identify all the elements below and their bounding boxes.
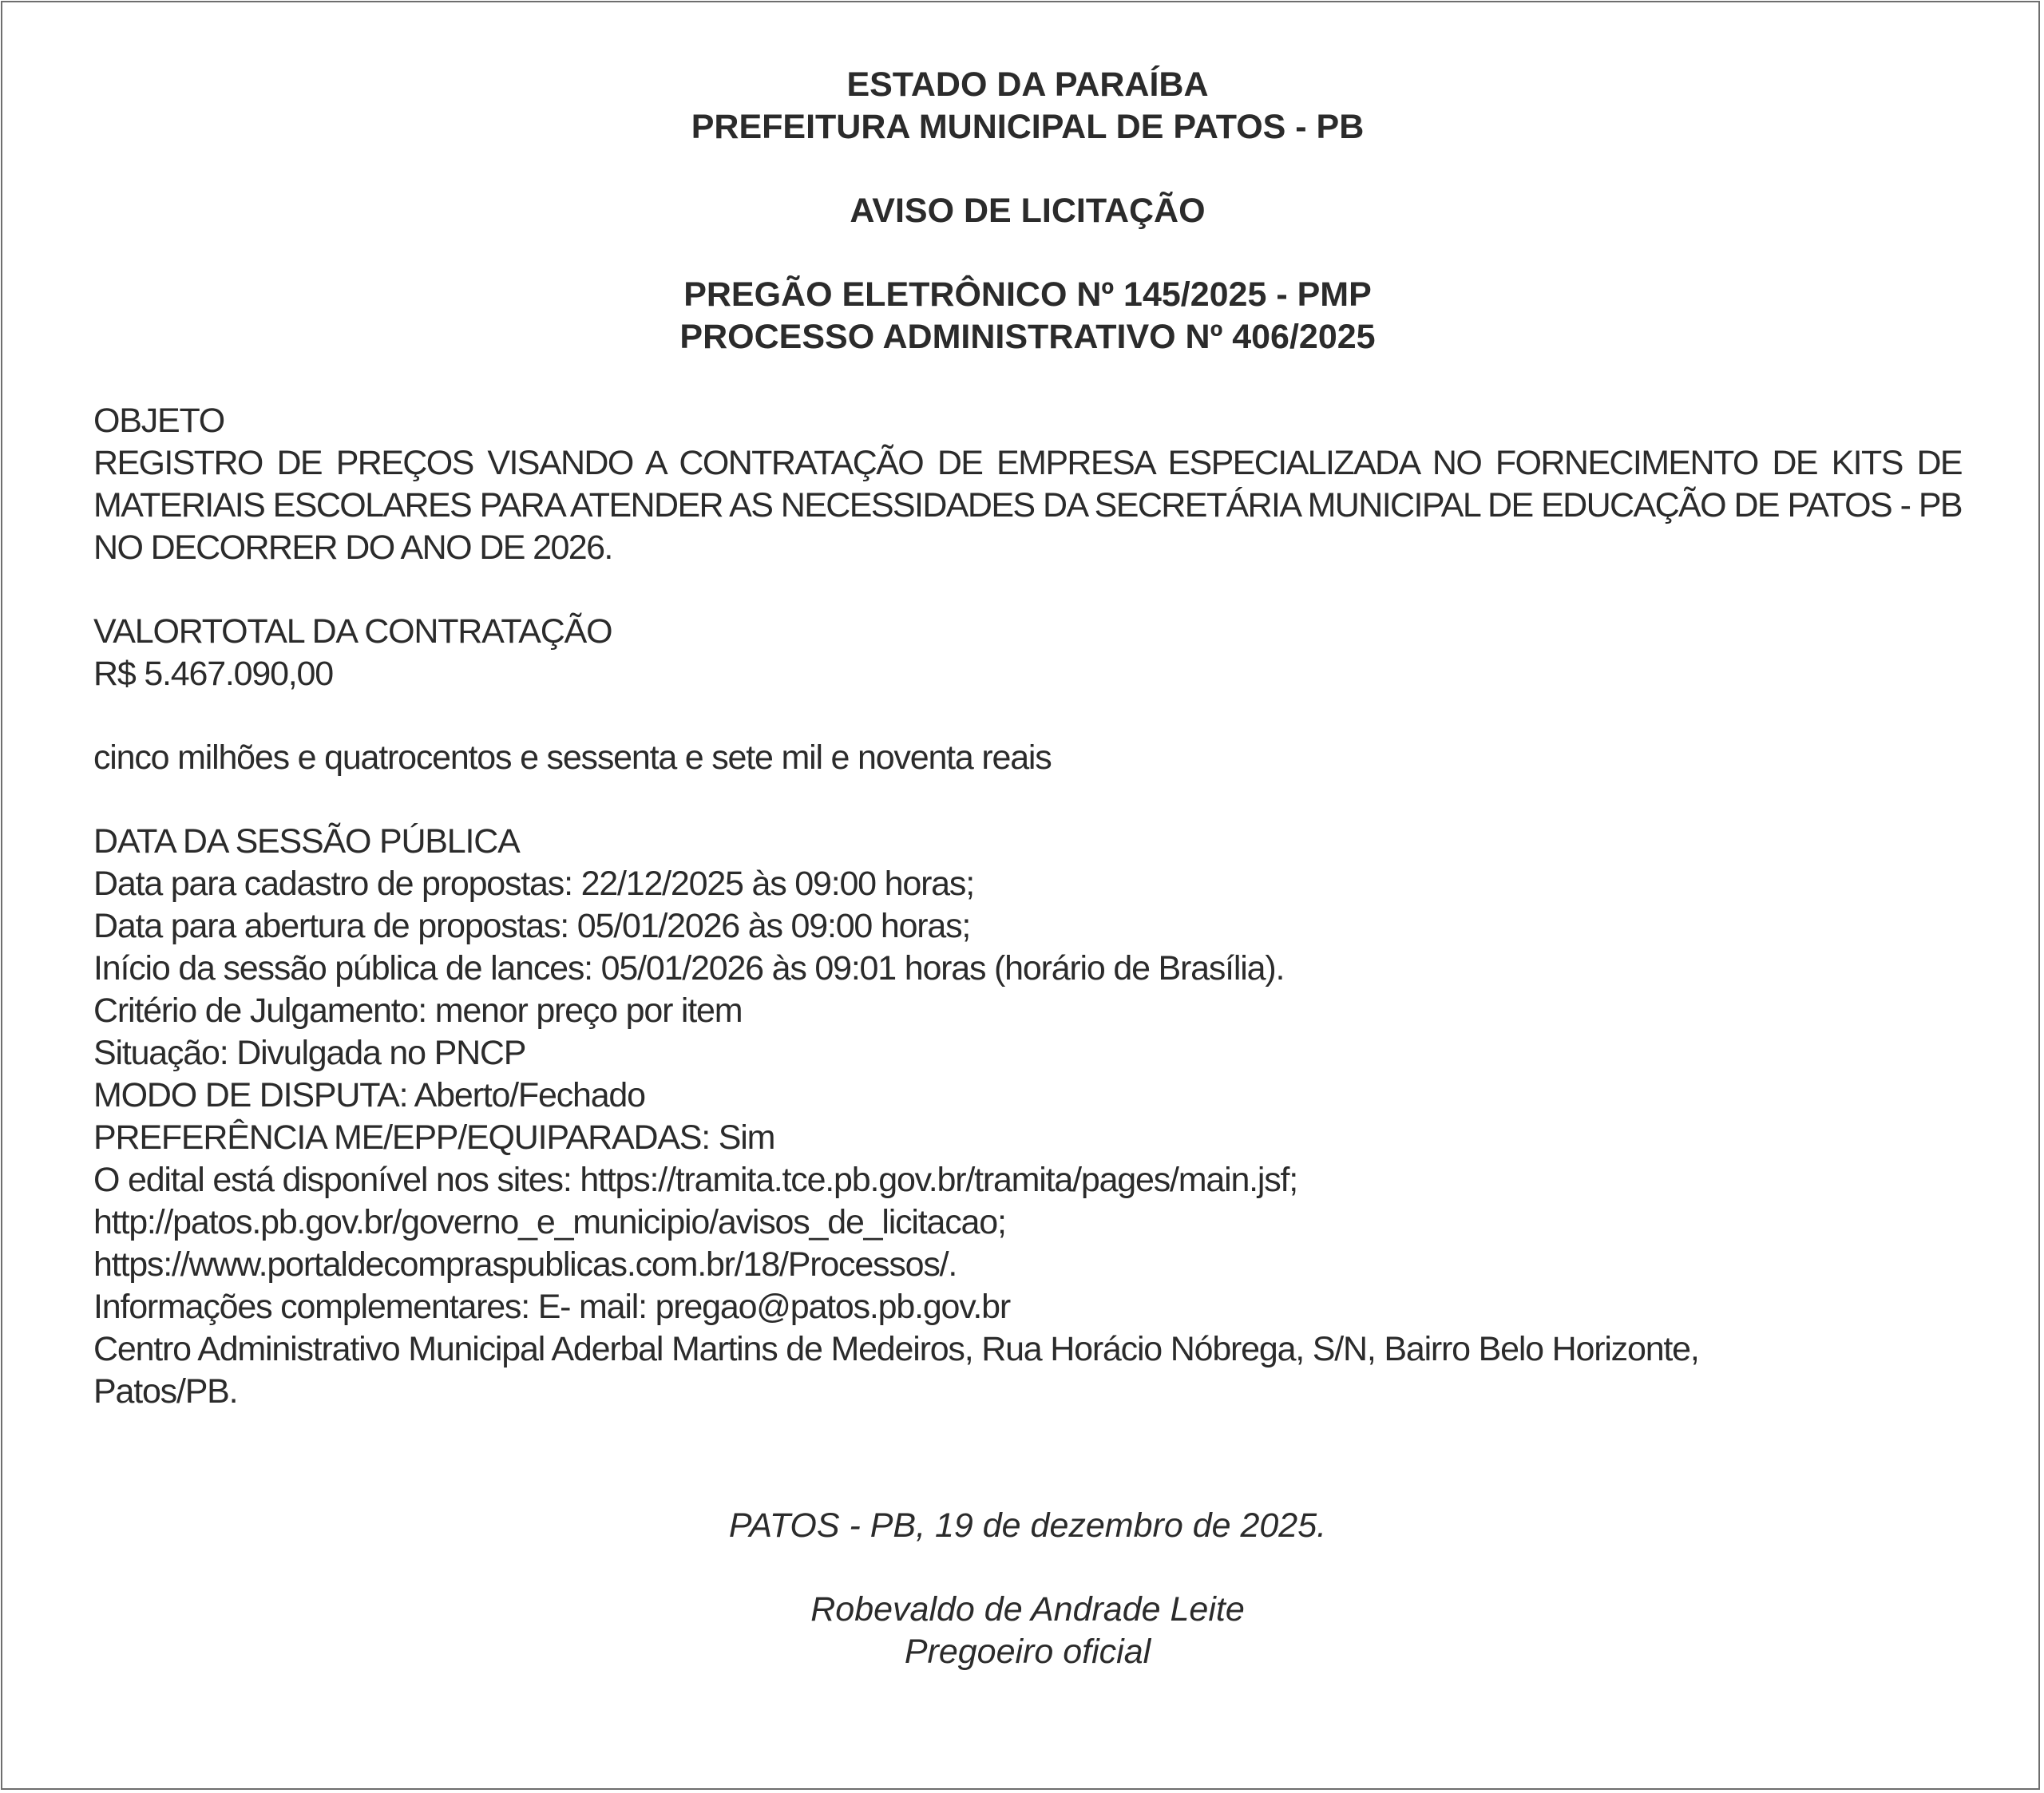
session-line: Informações complementares: E- mail: pregao@patos.pb.gov.br xyxy=(93,1288,1010,1326)
state-heading: ESTADO DA PARAÍBA xyxy=(846,65,1209,104)
session-line: PREFERÊNCIA ME/EPP/EQUIPARADAS: Sim xyxy=(93,1118,775,1157)
session-line: Início da sessão pública de lances: 05/01/2026 às 09:01 horas (horário de Brasília). xyxy=(93,949,1285,988)
session-section xyxy=(93,821,1962,1413)
signature-block xyxy=(93,1505,1962,1673)
notice-document xyxy=(93,64,1962,1673)
session-line: Data para abertura de propostas: 05/01/2026 às 09:00 horas; xyxy=(93,907,971,945)
prefecture-heading: PREFEITURA MUNICIPAL DE PATOS - PB xyxy=(691,108,1365,146)
session-line: Critério de Julgamento: menor preço por item xyxy=(93,991,743,1030)
value-label: VALORTOTAL DA CONTRATAÇÃO xyxy=(93,612,612,651)
session-line: https://www.portaldecompraspublicas.com.br/18/Processos/. xyxy=(93,1245,957,1284)
place-date: PATOS - PB, 19 de dezembro de 2025. xyxy=(728,1506,1327,1545)
value-in-words: cinco milhões e quatrocentos e sessenta e sete mil e noventa reais xyxy=(93,738,1052,777)
session-line: Data para cadastro de propostas: 22/12/2025 às 09:00 horas; xyxy=(93,865,974,903)
value-amount: R$ 5.467.090,00 xyxy=(93,655,333,693)
session-line: http://patos.pb.gov.br/governo_e_municipio/avisos_de_licitacao; xyxy=(93,1203,1006,1241)
session-line: MODO DE DISPUTA: Aberto/Fechado xyxy=(93,1076,645,1114)
object-section xyxy=(93,400,1962,442)
object-label: OBJETO xyxy=(93,402,225,440)
notice-header xyxy=(93,64,1962,358)
signatory-name: Robevaldo de Andrade Leite xyxy=(810,1590,1245,1629)
signatory-role: Pregoeiro oficial xyxy=(904,1633,1151,1671)
object-text: REGISTRO DE PREÇOS VISANDO A CONTRATAÇÃO DE EMPRESA ESPECIALIZADA NO FORNECIMENTO DE KITS DE MATERIAIS ESCOLARES PARA ATENDER AS NECESSIDADES DA SECRETÁRIA MUNICIPAL DE EDUCAÇÃO DE PATOS - PB NO DECORRER DO ANO DE 2026. xyxy=(93,444,1962,567)
auction-number: PREGÃO ELETRÔNICO Nº 145/2025 - PMP xyxy=(683,275,1372,314)
session-line: Patos/PB. xyxy=(93,1372,238,1411)
notice-title: AVISO DE LICITAÇÃO xyxy=(850,192,1206,230)
session-line: Centro Administrativo Municipal Aderbal Martins de Medeiros, Rua Horácio Nóbrega, S/N, Bairro Belo Horizonte, xyxy=(93,1330,1699,1368)
process-number: PROCESSO ADMINISTRATIVO Nº 406/2025 xyxy=(679,318,1376,356)
session-label: DATA DA SESSÃO PÚBLICA xyxy=(93,822,520,861)
session-line: Situação: Divulgada no PNCP xyxy=(93,1034,526,1072)
session-line: O edital está disponível nos sites: https://tramita.tce.pb.gov.br/tramita/pages/main.jsf; xyxy=(93,1161,1298,1199)
value-section xyxy=(93,611,1962,779)
